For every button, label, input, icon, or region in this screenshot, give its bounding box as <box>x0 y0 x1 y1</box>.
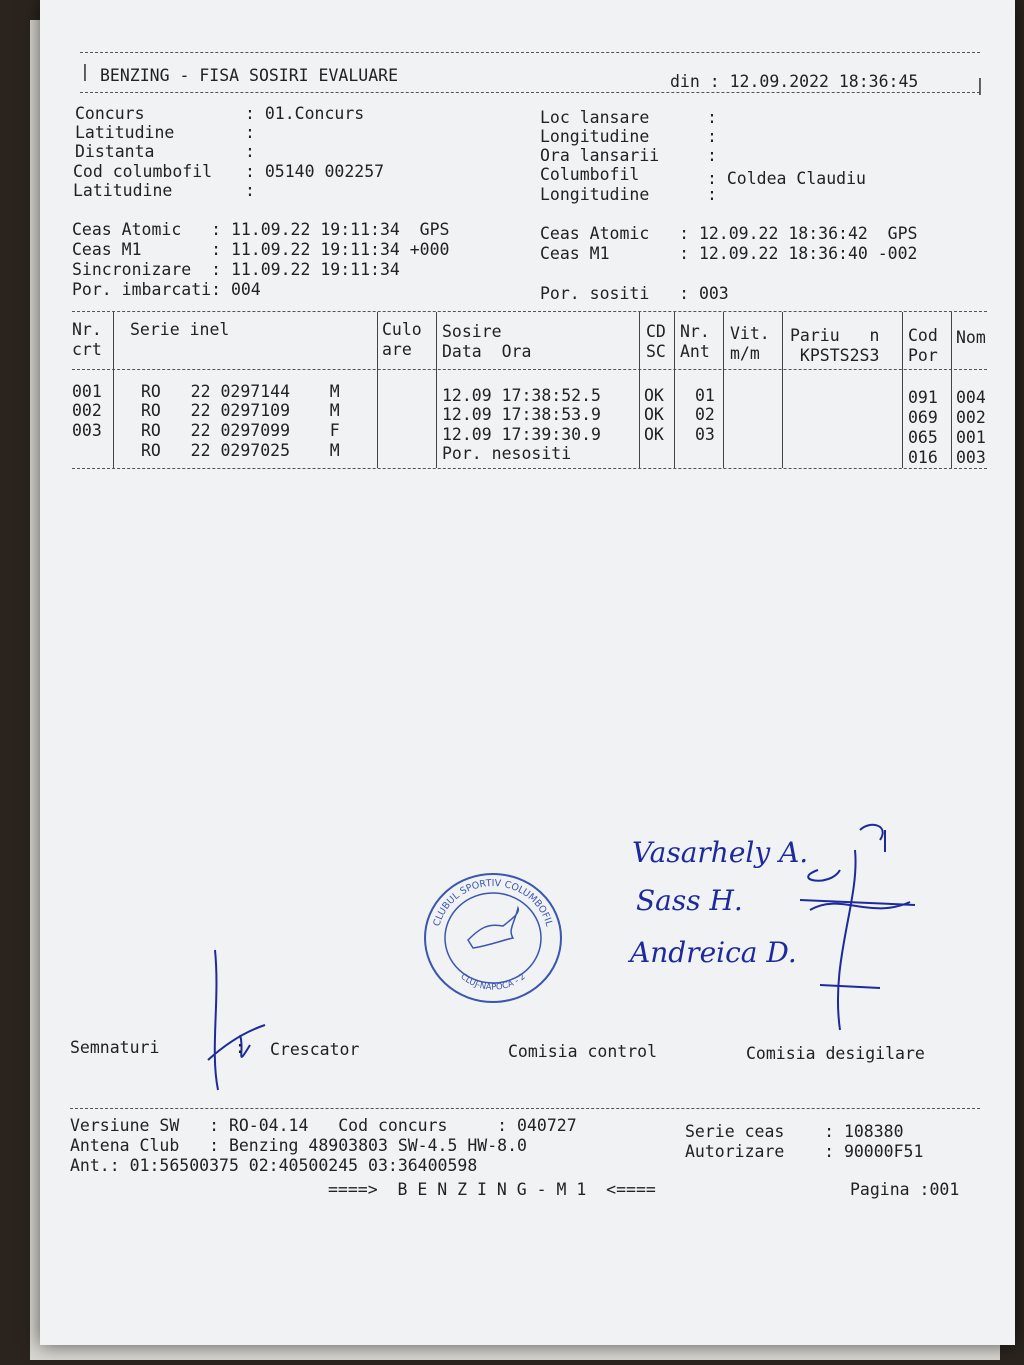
row-nom: 001 <box>956 428 986 447</box>
column-header-codpor: Cod Por <box>908 326 938 365</box>
row-nom: 003 <box>956 448 986 467</box>
column-divider <box>951 312 952 468</box>
row-nr: 003 <box>72 421 102 440</box>
svg-text:CLUBUL SPORTIV COLUMBOFIL <box>432 878 555 928</box>
header-right-bar: | <box>975 76 985 95</box>
column-divider <box>723 312 724 468</box>
info-label: Longitudine <box>540 127 650 146</box>
info-label: Columbofil <box>540 165 640 184</box>
document-page <box>40 0 1015 1345</box>
column-header-vit: Vit. m/m <box>730 324 770 363</box>
footer-line: Autorizare : 90000F51 <box>685 1142 924 1161</box>
row-codpor: 069 <box>908 408 938 427</box>
column-divider <box>113 312 114 468</box>
column-header-nrant: Nr. Ant <box>680 322 710 361</box>
comisia-control-label: Comisia control <box>508 1042 658 1061</box>
info-value: : <box>707 146 717 165</box>
clock-line: Ceas M1 : 11.09.22 19:11:34 +000 <box>72 240 450 259</box>
footer-line: Antena Club : Benzing 48903803 SW-4.5 HW-8.0 <box>70 1136 527 1155</box>
row-codpor: 016 <box>908 448 938 467</box>
info-label: Distanta <box>75 142 155 161</box>
info-value: : <box>707 185 717 204</box>
clock-line: Ceas Atomic : 11.09.22 19:11:34 GPS <box>72 220 450 239</box>
column-divider <box>436 312 437 468</box>
table-top-rule <box>72 311 987 312</box>
row-cdsc: OK <box>644 405 664 424</box>
row-cdsc: OK <box>644 386 664 405</box>
info-value: : <box>245 181 255 200</box>
header-bottom-rule <box>80 92 980 93</box>
column-divider <box>902 312 903 468</box>
document-title: BENZING - FISA SOSIRI EVALUARE <box>100 66 399 85</box>
clock-line: Ceas Atomic : 12.09.22 18:36:42 GPS <box>540 224 918 243</box>
clock-line: Sincronizare : 11.09.22 19:11:34 <box>72 260 400 279</box>
footer-rule <box>70 1108 980 1109</box>
club-stamp <box>418 868 568 1008</box>
header-left-bar: | <box>80 62 90 81</box>
stamp-bottom-text: CLUJ-NAPOCA - 2 <box>458 971 528 993</box>
info-label: Loc lansare <box>540 108 650 127</box>
row-sosire: 12.09 17:38:53.9 <box>442 405 601 424</box>
row-nrant: 02 <box>695 405 715 424</box>
info-value: : 05140 002257 <box>245 162 385 181</box>
info-value: : <box>245 142 255 161</box>
row-nr: 001 <box>72 382 102 401</box>
table-bottom-rule <box>72 468 987 469</box>
footer-line: Versiune SW : RO-04.14 Cod concurs : 040727 <box>70 1116 577 1135</box>
stamp-top-text: CLUBUL SPORTIV COLUMBOFIL <box>431 877 555 928</box>
row-nrant: 01 <box>695 386 715 405</box>
header-top-rule <box>80 52 980 53</box>
comisia-desigilare-label: Comisia desigilare <box>746 1044 925 1063</box>
column-divider <box>674 312 675 468</box>
column-header-pariu: Pariu n KPSTS2S3 <box>790 326 880 365</box>
info-value: : <box>707 108 717 127</box>
table-header-rule <box>72 369 987 370</box>
row-serie: RO 22 0297025 M <box>141 441 340 460</box>
signature-crescator-icon <box>190 940 300 1100</box>
dove-icon <box>468 908 518 948</box>
column-divider <box>639 312 640 468</box>
column-divider <box>377 312 378 468</box>
row-serie: RO 22 0297109 M <box>141 401 340 420</box>
row-codpor: 091 <box>908 388 938 407</box>
signature-separator: : <box>235 1038 245 1057</box>
handwritten-name: Vasarhely A. <box>632 836 809 869</box>
info-value: : <box>707 127 717 146</box>
column-header-sosire: Sosire Data Ora <box>442 322 532 361</box>
info-label: Concurs <box>75 104 145 123</box>
page-number: Pagina :001 <box>850 1180 960 1199</box>
info-label: Cod columbofil <box>73 162 213 181</box>
document-date: din : 12.09.2022 18:36:45 <box>670 72 919 91</box>
row-serie: RO 22 0297099 F <box>141 421 340 440</box>
row-cdsc: OK <box>644 425 664 444</box>
column-divider <box>782 312 783 468</box>
row-nr: 002 <box>72 401 102 420</box>
row-sosire: 12.09 17:39:30.9 <box>442 425 601 444</box>
crescator-label: Crescator <box>270 1040 360 1059</box>
info-label: Latitudine <box>75 123 175 142</box>
footer-line: Serie ceas : 108380 <box>685 1122 904 1141</box>
row-codpor: 065 <box>908 428 938 447</box>
row-nom: 004 <box>956 388 986 407</box>
breeder-name: : Coldea Claudiu <box>707 169 866 188</box>
row-sosire: 12.09 17:38:52.5 <box>442 386 601 405</box>
clock-line: Por. sositi : 003 <box>540 284 729 303</box>
column-header-nr: Nr. crt <box>72 320 102 359</box>
column-header-cdsc: CD SC <box>646 322 666 361</box>
signatures-label: Semnaturi <box>70 1038 160 1057</box>
info-label: Latitudine <box>73 181 173 200</box>
handwritten-name: Sass H. <box>636 884 743 917</box>
antenna-line: Ant.: 01:56500375 02:40500245 03:36400598 <box>70 1156 478 1175</box>
info-value: : <box>245 123 255 142</box>
info-label: Ora lansarii <box>540 146 660 165</box>
row-serie: RO 22 0297144 M <box>141 382 340 401</box>
info-label: Longitudine <box>540 185 650 204</box>
column-header-culoare: Culo are <box>382 320 422 359</box>
clock-line: Ceas M1 : 12.09.22 18:36:40 -002 <box>540 244 918 263</box>
brand-line: ====> B E N Z I N G - M 1 <==== <box>328 1180 656 1199</box>
row-nom: 002 <box>956 408 986 427</box>
handwritten-name: Andreica D. <box>630 936 797 969</box>
column-header-nom: Nom <box>956 328 986 347</box>
signature-scribble-icon <box>740 810 940 1040</box>
column-header-serie: Serie inel <box>130 320 230 339</box>
row-sosire: Por. nesositi <box>442 444 572 463</box>
row-nrant: 03 <box>695 425 715 444</box>
info-value: : 01.Concurs <box>245 104 365 123</box>
clock-line: Por. imbarcati: 004 <box>72 280 261 299</box>
